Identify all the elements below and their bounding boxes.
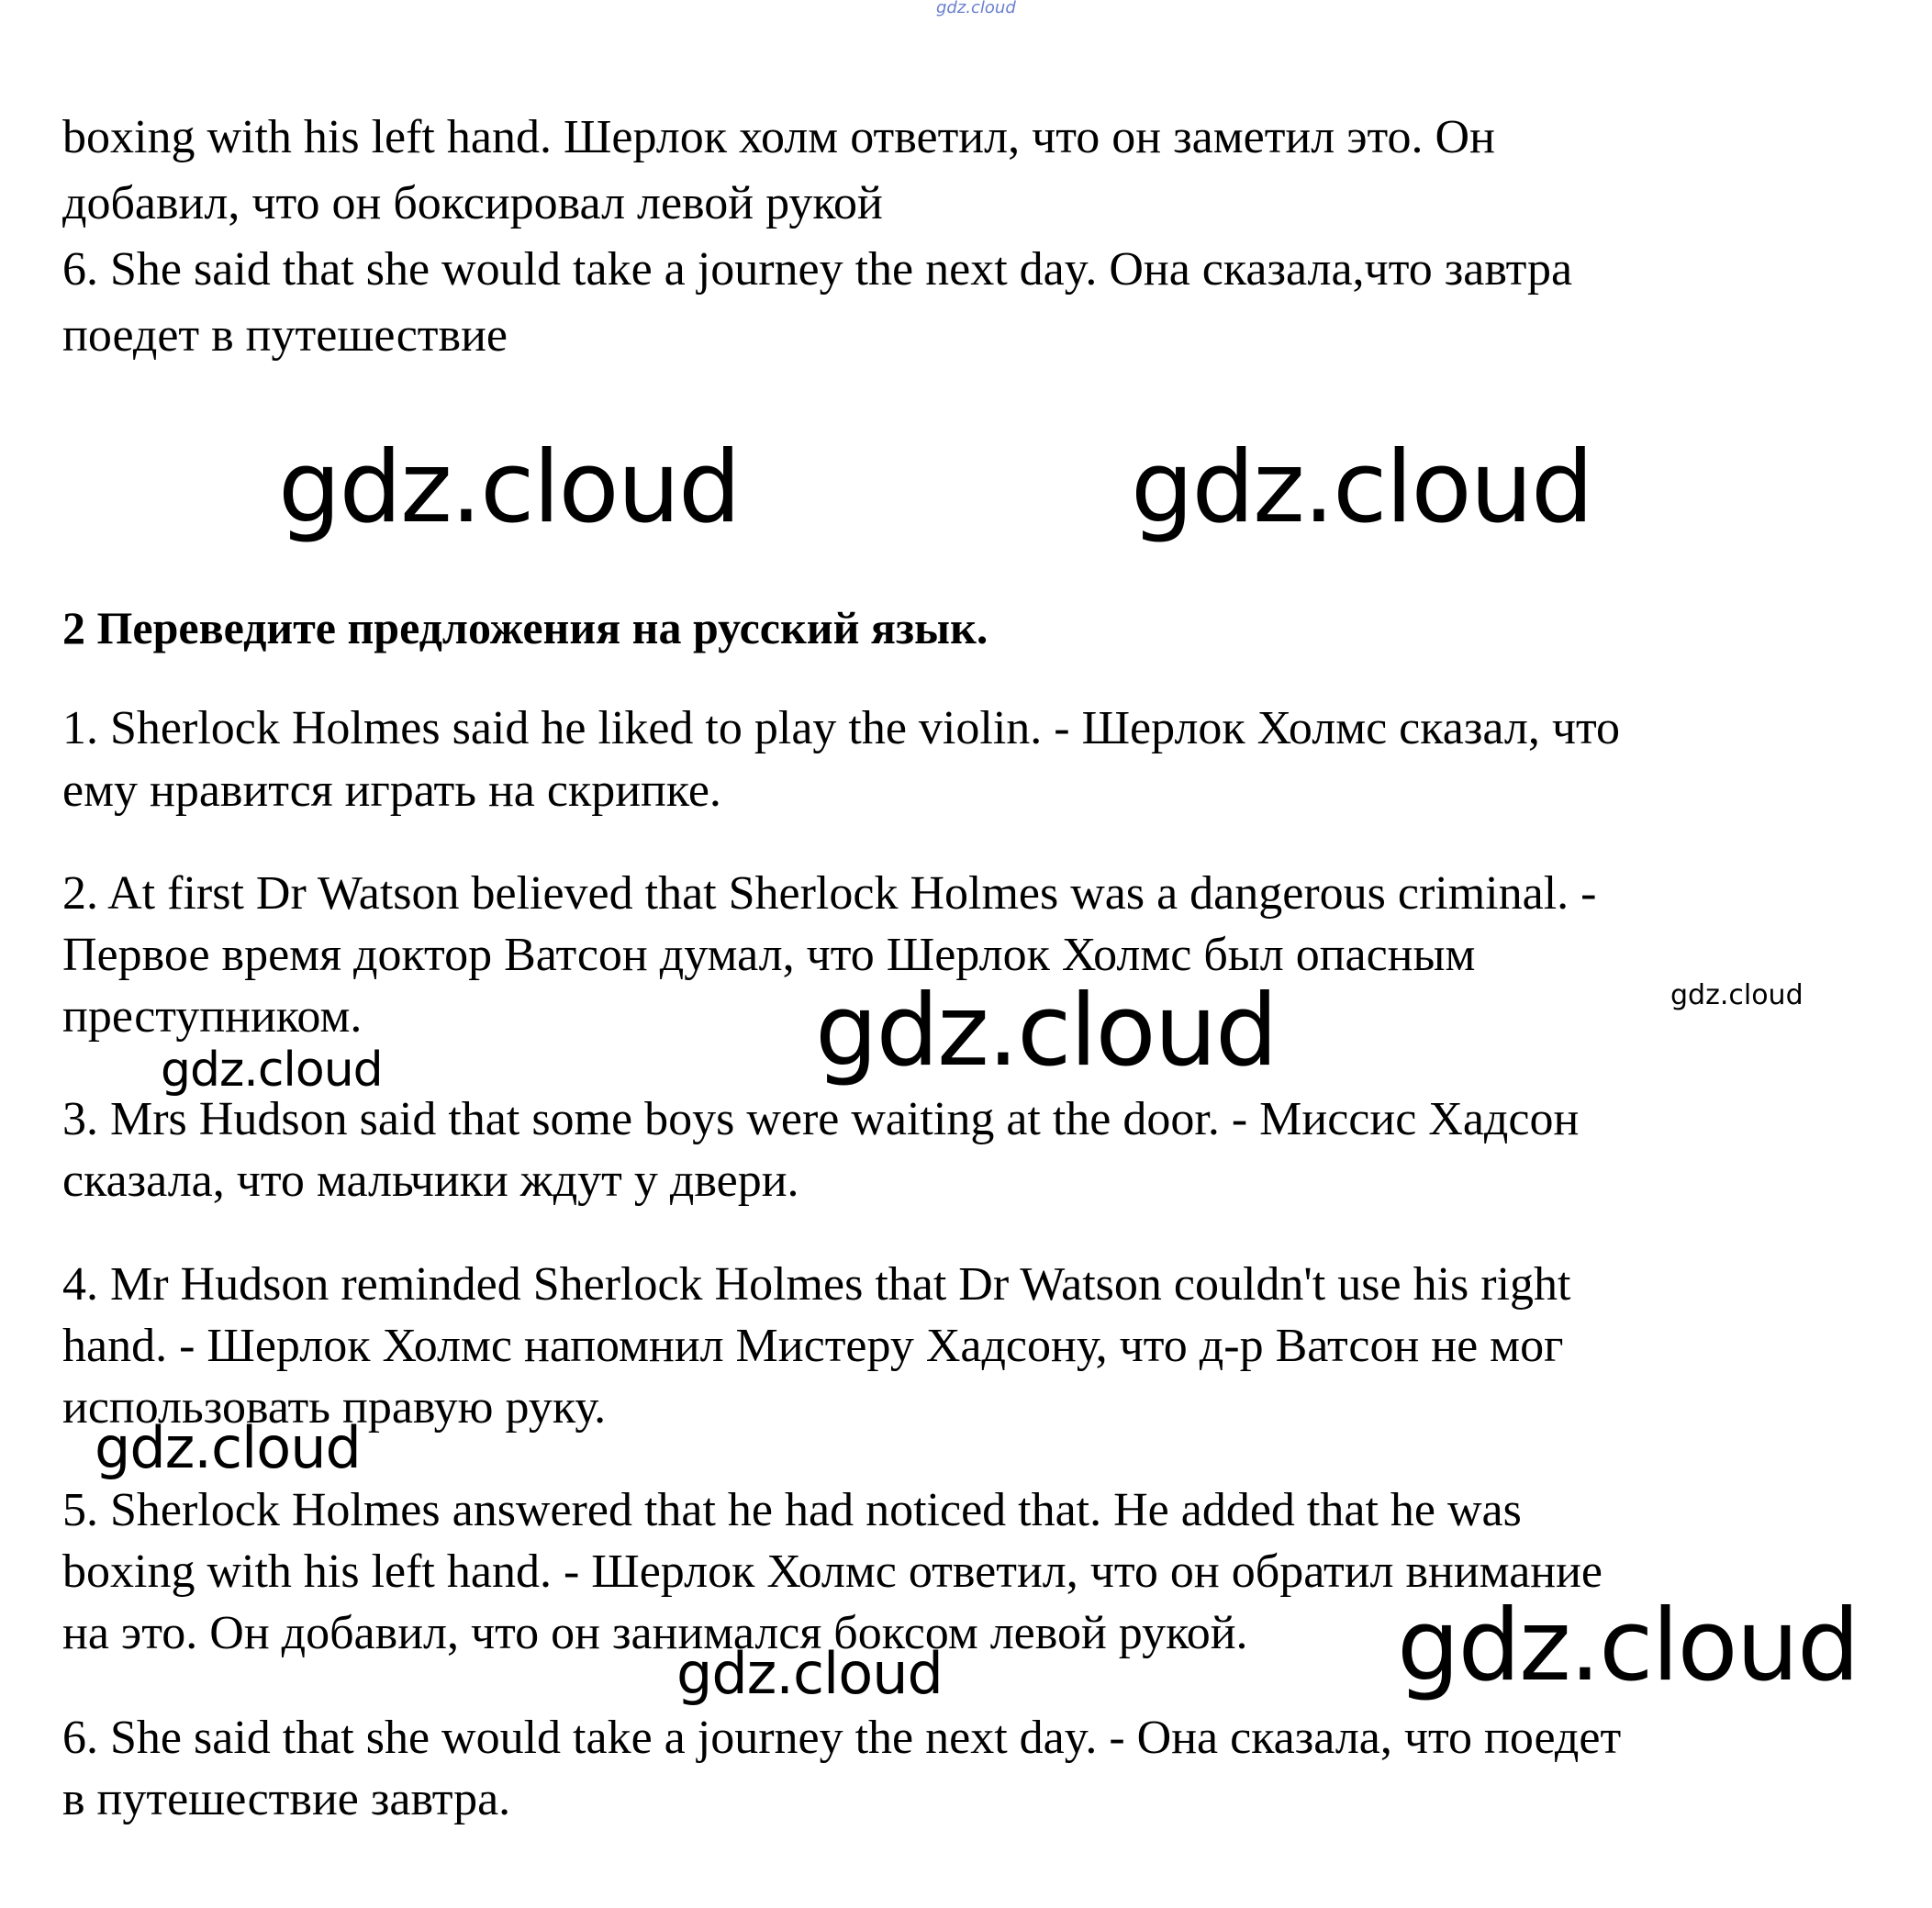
text-line: преступником. [62, 990, 363, 1043]
top-watermark: gdz.cloud [936, 0, 1016, 17]
text-line: 4. Mr Hudson reminded Sherlock Holmes that Dr Watson couldn't use his right [62, 1258, 1571, 1311]
watermark: gdz.cloud [95, 1414, 361, 1481]
watermark: gdz.cloud [815, 974, 1277, 1088]
watermark: gdz.cloud [1670, 979, 1804, 1011]
text-line: boxing with his left hand. - Шерлок Холмс ответил, что он обратил внимание [62, 1545, 1603, 1598]
text-line: 2. At first Dr Watson believed that Sherlock Holmes was a dangerous criminal. - [62, 867, 1597, 920]
task-heading: 2 Переведите предложения на русский язык. [62, 602, 988, 653]
text-line: в путешествие завтра. [62, 1773, 511, 1825]
text-line: 1. Sherlock Holmes said he liked to play the violin. - Шерлок Холмс сказал, что [62, 702, 1621, 754]
text-line: Первое время доктор Ватсон думал, что Шерлок Холмс был опасным [62, 929, 1476, 981]
text-line: сказала, что мальчики ждут у двери. [62, 1155, 799, 1207]
watermark: gdz.cloud [676, 1640, 943, 1707]
watermark: gdz.cloud [1131, 430, 1592, 545]
text-line: использовать правую руку. [62, 1381, 607, 1434]
watermark: gdz.cloud [1397, 1589, 1859, 1703]
watermark: gdz.cloud [278, 430, 740, 545]
text-line: ему нравится играть на скрипке. [62, 764, 721, 817]
text-line: 3. Mrs Hudson said that some boys were waiting at the door. - Миссис Хадсон [62, 1093, 1580, 1145]
watermark: gdz.cloud [161, 1043, 383, 1098]
text-line: на это. Он добавил, что он занимался боксом левой рукой. [62, 1607, 1248, 1659]
text-line: поедет в путешествие [62, 309, 508, 362]
text-line: 5. Sherlock Holmes answered that he had noticed that. He added that he was [62, 1484, 1522, 1536]
text-line: 6. She said that she would take a journey the next day. Она сказала,что завтра [62, 243, 1573, 296]
text-line: 6. She said that she would take a journey the next day. - Она сказала, что поедет [62, 1712, 1622, 1764]
text-line: boxing with his left hand. Шерлок холм ответил, что он заметил это. Он [62, 111, 1495, 163]
text-line: hand. - Шерлок Холмс напомнил Мистеру Хадсону, что д-р Ватсон не мог [62, 1320, 1564, 1372]
text-line: добавил, что он боксировал левой рукой [62, 177, 883, 229]
